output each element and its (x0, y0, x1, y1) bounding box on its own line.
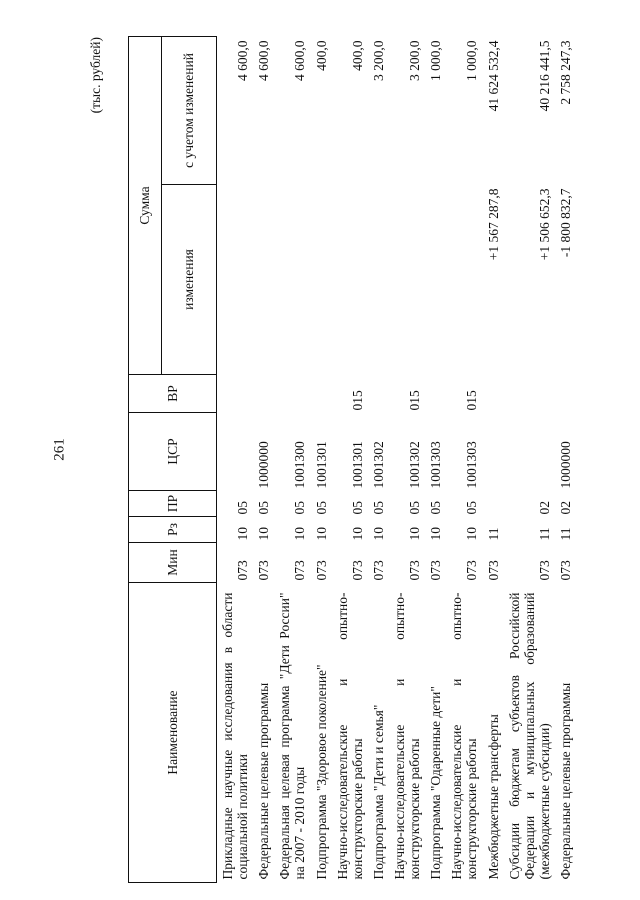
row-pr: 05 (292, 501, 308, 515)
header-pr: ПР (129, 491, 217, 517)
row-name: Прикладные научные исследования в области социальной политики (220, 592, 251, 880)
row-name: Научно-исследовательские и опытно-конструкторские работы (334, 592, 365, 880)
row-vr (555, 375, 576, 413)
row-min: 073 (428, 560, 444, 581)
row-change (446, 185, 482, 375)
row-name: Межбюджетные трансферты (485, 714, 501, 880)
table-row (217, 36, 254, 882)
row-csr: 1001302 (407, 441, 423, 489)
row-rz: 10 (313, 527, 329, 541)
table-body (217, 36, 577, 882)
row-min: 073 (557, 560, 573, 581)
units-label: (тыс. рублей) (88, 37, 103, 114)
row-name: Подпрограмма "Здоровое поколение" (313, 664, 329, 880)
row-min: 073 (407, 560, 423, 581)
row-rz: 10 (370, 527, 386, 541)
row-min: 073 (464, 560, 480, 581)
row-change: +1 506 652,3 (536, 188, 552, 261)
table-row (253, 36, 274, 882)
row-total: 4 600,0 (235, 40, 251, 81)
row-vr: 015 (407, 390, 423, 411)
budget-sheet (88, 27, 588, 883)
row-csr: 1001300 (292, 441, 308, 489)
row-change (389, 185, 425, 375)
row-pr: 05 (428, 501, 444, 515)
table-header (129, 36, 217, 882)
row-rz: 10 (256, 527, 272, 541)
row-rz: 11 (536, 527, 552, 541)
row-vr (425, 375, 446, 413)
row-total: 400,0 (349, 40, 365, 71)
row-total: 4 600,0 (292, 40, 308, 81)
row-vr (368, 375, 389, 413)
row-total: 3 200,0 (370, 40, 386, 81)
row-pr: 05 (370, 501, 386, 515)
row-name: Научно-исследовательские и опытно-конструкторские работы (391, 592, 423, 880)
row-name: Субсидии бюджетам субъектов Российской Федерации и муниципальных образований (межбюджетные субсидии) (506, 592, 552, 880)
header-rz: Рз (129, 517, 217, 543)
row-name: Федеральные целевые программы (256, 682, 272, 880)
row-rz: 10 (292, 527, 308, 541)
header-sum: Сумма (129, 36, 162, 374)
row-csr: 1000000 (557, 441, 573, 489)
table-row (446, 36, 482, 882)
row-min: 073 (485, 560, 501, 581)
row-change (332, 185, 368, 375)
table-row (425, 36, 446, 882)
budget-table (128, 36, 576, 883)
row-total: 41 624 532,4 (485, 40, 501, 112)
header-change: изменения (162, 185, 217, 375)
row-rz: 10 (428, 527, 444, 541)
row-total: 4 600,0 (256, 40, 272, 81)
row-pr (483, 491, 504, 517)
row-pr: 05 (349, 501, 365, 515)
header-csr: ЦСР (129, 413, 217, 491)
row-pr: 02 (536, 501, 552, 515)
row-change (274, 185, 310, 375)
row-min: 073 (349, 560, 365, 581)
row-min: 073 (256, 560, 272, 581)
row-rz: 10 (235, 527, 251, 541)
table-row (332, 36, 368, 882)
row-csr: 1001301 (313, 441, 329, 489)
row-csr: 1001303 (464, 441, 480, 489)
row-rz: 11 (485, 527, 501, 541)
table-row (311, 36, 332, 882)
row-pr: 02 (557, 501, 573, 515)
row-total: 1 000,0 (428, 40, 444, 81)
row-rz: 10 (407, 527, 423, 541)
row-pr: 05 (235, 501, 251, 515)
row-pr: 05 (407, 501, 423, 515)
row-change: +1 567 287,8 (485, 188, 501, 261)
row-csr (504, 413, 555, 491)
header-with-changes: с учетом изменений (162, 36, 217, 184)
row-csr: 1001302 (370, 441, 386, 489)
row-rz: 10 (464, 527, 480, 541)
table-row (368, 36, 389, 882)
row-pr: 05 (313, 501, 329, 515)
row-name: Федеральные целевые программы (557, 682, 573, 880)
row-change (253, 185, 274, 375)
row-csr (483, 413, 504, 491)
table-row (504, 36, 555, 882)
page-number: 261 (51, 438, 68, 461)
row-vr (274, 375, 310, 413)
row-change (368, 185, 389, 375)
row-csr (217, 413, 254, 491)
row-change (425, 185, 446, 375)
row-min: 073 (292, 560, 308, 581)
row-vr (253, 375, 274, 413)
row-change: -1 800 832,7 (557, 188, 573, 258)
row-change (217, 185, 254, 375)
row-total: 1 000,0 (464, 40, 480, 81)
row-min: 073 (313, 560, 329, 581)
table-row (389, 36, 425, 882)
row-rz: 10 (349, 527, 365, 541)
row-total: 2 758 247,3 (557, 40, 573, 105)
row-total: 40 216 441,5 (536, 40, 552, 112)
row-change (311, 185, 332, 375)
row-total: 3 200,0 (407, 40, 423, 81)
row-name: Научно-исследовательские и опытно-конструкторские работы (449, 592, 480, 880)
row-name: Подпрограмма "Одаренные дети" (428, 686, 444, 880)
row-vr (311, 375, 332, 413)
row-name: Федеральная целевая программа "Дети России" на 2007 - 2010 годы (277, 592, 308, 880)
row-csr: 1000000 (256, 441, 272, 489)
row-min: 073 (370, 560, 386, 581)
row-pr: 05 (256, 501, 272, 515)
row-min: 073 (235, 560, 251, 581)
header-name: Наименование (129, 583, 217, 883)
row-total: 400,0 (313, 40, 329, 71)
row-vr (504, 375, 555, 413)
table-row (274, 36, 310, 882)
row-rz: 11 (557, 527, 573, 541)
table-row (555, 36, 576, 882)
row-csr: 1001303 (428, 441, 444, 489)
row-vr (483, 375, 504, 413)
row-pr: 05 (464, 501, 480, 515)
row-vr: 015 (464, 390, 480, 411)
header-vr: ВР (129, 375, 217, 413)
row-min: 073 (536, 560, 552, 581)
row-vr (217, 375, 254, 413)
table-row (483, 36, 504, 882)
header-min: Мин (129, 543, 217, 583)
row-name: Подпрограмма "Дети и семья" (370, 704, 386, 880)
row-csr: 1001301 (349, 441, 365, 489)
row-vr: 015 (349, 390, 365, 411)
